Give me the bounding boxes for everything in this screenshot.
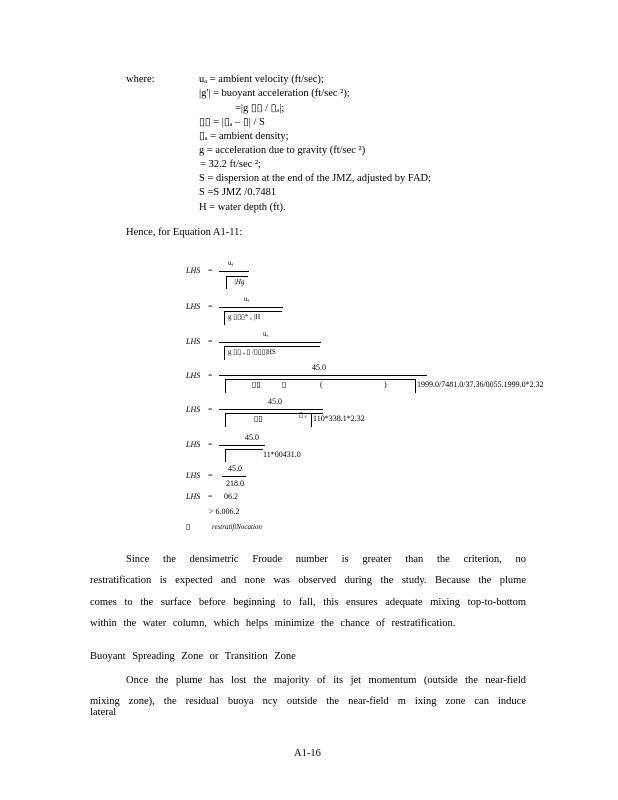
eq5-numerator: 45.0	[268, 397, 282, 406]
eq6-denominator: 11*00431.0	[263, 450, 301, 459]
eq8-result: 06.2	[224, 492, 238, 501]
eq3-denominator: g ▯▯ ₐ ▯ /▯▯▯|HS	[228, 348, 276, 356]
eq5-denominator-part: ▯▯	[254, 414, 263, 423]
eq1-denominator: |Hg	[234, 278, 245, 286]
eq4-denominator-values: 1999.0/7481.0/37.36/0055.1999.0*2.32	[417, 380, 544, 389]
lhs-label: LHS	[186, 266, 201, 275]
lhs-label: LHS	[186, 337, 201, 346]
definition-s-formula: S =S JMZ /0.7481	[199, 187, 277, 198]
eq4-denominator-part: )	[384, 380, 387, 389]
lhs-label: LHS	[186, 492, 201, 501]
definition-s: S = dispersion at the end of the JMZ, adjusted by FAD;	[199, 173, 432, 184]
definition-delta-rho: ▯▯ = |▯ₐ – ▯| / S	[199, 117, 265, 128]
eq4-denominator-part: (	[320, 380, 323, 389]
implies-symbol: ▯	[186, 522, 191, 531]
eq5-denominator-values: 110*338.1*2.32	[313, 414, 365, 423]
paragraph-line: Since the densimetric Froude number is greater than the criterion, no	[126, 554, 526, 565]
paragraph-line: mixing zone), the residual buoya ncy outside the near-field m ixing zone can induce lateral	[90, 696, 526, 718]
page-number: A1-16	[294, 748, 321, 759]
paragraph-line: Once the plume has lost the majority of its jet momentum (outside the near-field	[126, 675, 526, 686]
eq4-denominator-part: ▯▯	[252, 380, 261, 389]
definition-g-value: = 32.2 ft/sec ²;	[200, 159, 261, 170]
eq4-numerator: 45.0	[312, 363, 326, 372]
lhs-label: LHS	[186, 302, 201, 311]
lhs-label: LHS	[186, 371, 201, 380]
eq2-numerator: uₐ	[244, 295, 250, 303]
conclusion-text: restratifiNocation	[212, 523, 262, 531]
eq7-numerator: 45.0	[228, 464, 242, 473]
hence-line: Hence, for Equation A1-11:	[126, 227, 243, 238]
definition-g-prime-formula: =|g ▯▯ / ▯ₐ|;	[235, 103, 285, 114]
lhs-label: LHS	[186, 440, 201, 449]
definition-g-prime: |g'| = buoyant acceleration (ft/sec ²);	[199, 88, 350, 99]
definition-rho-a: ▯ₐ = ambient density;	[199, 131, 289, 142]
eq4-denominator-part: ▯	[282, 380, 287, 389]
section-heading: Buoyant Spreading Zone or Transition Zone	[90, 651, 296, 662]
paragraph-line: comes to the surface before beginning to fall, this ensures adequate mixing top-to-bottom	[90, 597, 526, 608]
eq7-denominator: 218.0	[226, 479, 244, 488]
definition-ua: uₐ = ambient velocity (ft/sec);	[199, 74, 324, 85]
definition-g: g = acceleration due to gravity (ft/sec ²)	[199, 145, 366, 156]
eq1-numerator: uₐ	[228, 259, 234, 267]
eq3-numerator: uₐ	[263, 330, 269, 338]
eq6-numerator: 45.0	[245, 433, 259, 442]
where-label: where:	[126, 74, 155, 85]
lhs-label: LHS	[186, 471, 201, 480]
eq2-denominator: g ▯▯▯* ₐ |H	[228, 313, 261, 321]
paragraph-line: within the water column, which helps minimize the chance of restratification.	[90, 618, 456, 629]
comparison-line: > 6.006.2	[209, 507, 240, 516]
lhs-label: LHS	[186, 405, 201, 414]
definition-h: H = water depth (ft).	[199, 202, 286, 213]
paragraph-line: restratification is expected and none was observed during the study. Because the plume	[90, 575, 526, 586]
eq5-denominator-part: ▯ ₐ	[299, 411, 307, 419]
